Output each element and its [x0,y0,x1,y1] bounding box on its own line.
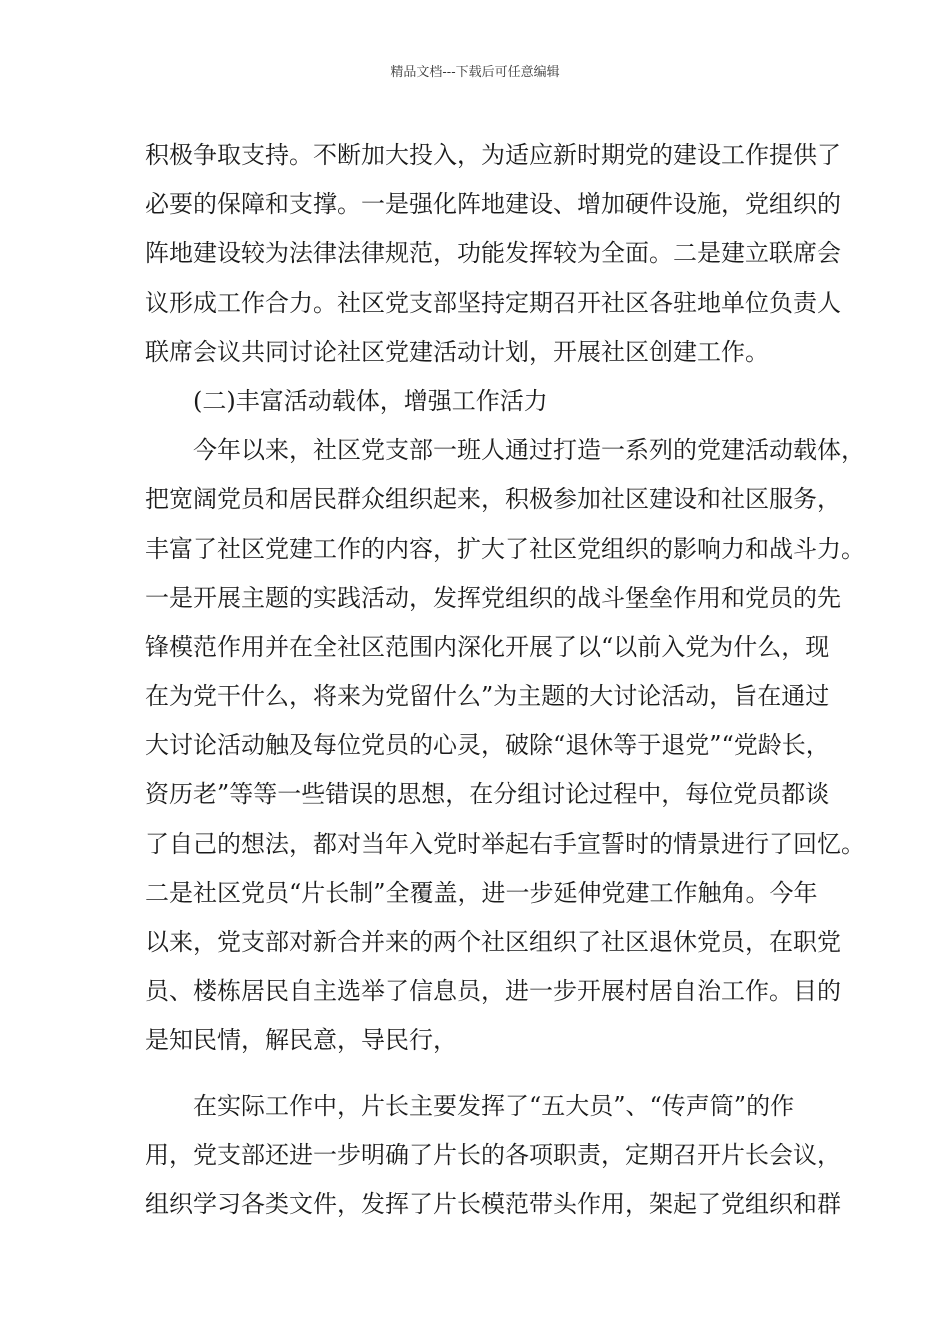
text-line: 大讨论活动触及每位党员的心灵，破除“退休等于退党”“党龄长， [145,731,830,760]
text-line: 组织学习各类文件，发挥了片长模范带头作用，架起了党组织和群 [145,1189,841,1218]
text-line: 是知民情，解民意，导民行， [145,1026,457,1055]
text-line: 用，党支部还进一步明确了片长的各项职责，定期召开片长会议， [145,1140,841,1169]
text-line: 联席会议共同讨论社区党建活动计划，开展社区创建工作。 [145,337,769,366]
text-line: 把宽阔党员和居民群众组织起来，积极参加社区建设和社区服务， [145,485,841,514]
text-line: 在实际工作中，片长主要发挥了“五大员”、“传声筒”的作 [145,1091,795,1120]
section-heading: (二)丰富活动载体，增强工作活力 [145,386,548,415]
text-line: 必要的保障和支撑。一是强化阵地建设、增加硬件设施，党组织的 [145,190,841,219]
text-line: 了自己的想法，都对当年入党时举起右手宣誓时的情景进行了回忆。 [145,829,865,858]
text-line: 今年以来，社区党支部一班人通过打造一系列的党建活动载体， [145,436,865,465]
text-line: 锋模范作用并在全社区范围内深化开展了以“以前入党为什么，现 [145,632,830,661]
text-line: 二是社区党员“片长制”全覆盖，进一步延伸党建工作触角。今年 [145,878,818,907]
text-line: 以来，党支部对新合并来的两个社区组织了社区退休党员，在职党 [145,928,841,956]
body-text [145,131,865,1229]
text-line: 议形成工作合力。社区党支部坚持定期召开社区各驻地单位负责人 [145,288,841,317]
text-line: 资历老”等等一些错误的思想，在分组讨论过程中，每位党员都谈 [145,780,830,809]
text-line: 积极争取支持。不断加大投入，为适应新时期党的建设工作提供了 [145,141,841,169]
page-header: 精品文档---下载后可任意编辑 [390,65,560,80]
text-line: 阵地建设较为法律法律规范，功能发挥较为全面。二是建立联席会 [145,239,841,268]
text-line: 一是开展主题的实践活动，发挥党组织的战斗堡垒作用和党员的先 [145,583,841,612]
text-line: 员、楼栋居民自主选举了信息员，进一步开展村居自治工作。目的 [145,977,841,1006]
text-line: 在为党干什么，将来为党留什么”为主题的大讨论活动，旨在通过 [145,682,830,711]
text-line: 丰富了社区党建工作的内容，扩大了社区党组织的影响力和战斗力。 [145,534,865,563]
